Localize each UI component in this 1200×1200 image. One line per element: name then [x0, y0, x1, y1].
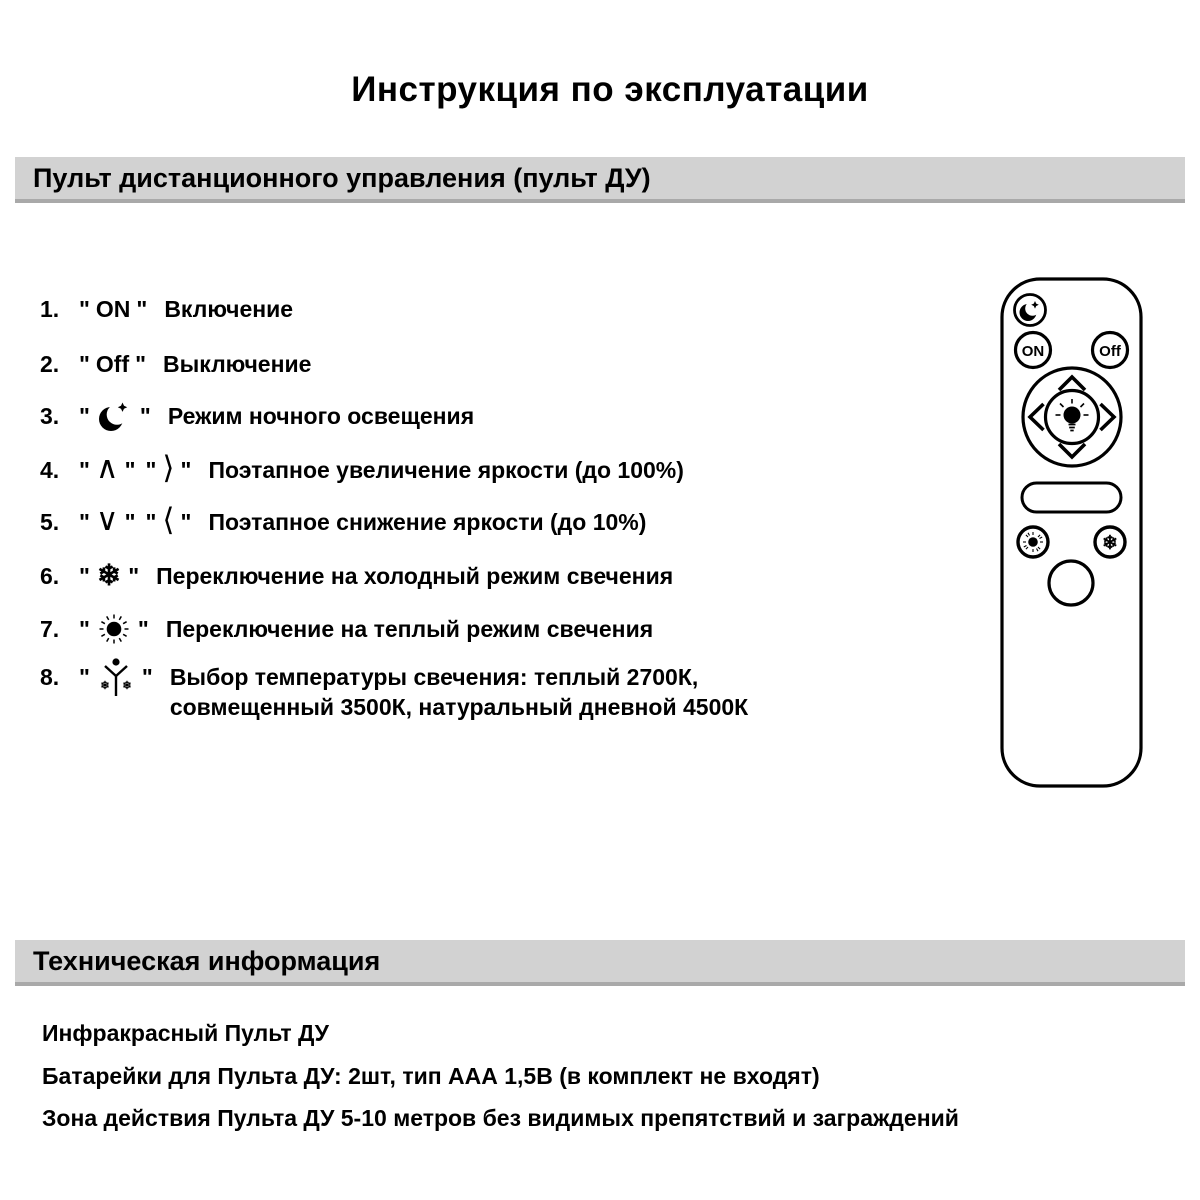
tech-line-3: Зона действия Пульта ДУ 5-10 метров без видимых препятствий и заграждений: [42, 1105, 959, 1131]
item-number: 2.: [40, 350, 60, 377]
off-button-label: Off: [1099, 343, 1121, 360]
quote-mark: ": [79, 402, 90, 429]
left-chevron-symbol: ⟨: [162, 502, 175, 537]
quote-mark: ": [141, 664, 153, 690]
quote-mark: ": [79, 615, 90, 642]
item-text: Выключение: [163, 350, 312, 377]
page-title: Инструкция по эксплуатации: [351, 70, 869, 109]
cold-mode-icon: ❄: [96, 559, 122, 592]
quote-mark: ": [79, 456, 90, 483]
instruction-item-4: [40, 448, 684, 492]
section-header-tech: [15, 940, 1185, 986]
quote-mark: ": [124, 508, 136, 535]
instruction-item-2: [40, 342, 311, 386]
svg-text:❄: ❄: [122, 680, 132, 692]
item-number: 5.: [40, 508, 60, 535]
instruction-item-3: [40, 394, 474, 438]
quote-mark: ": [137, 615, 149, 642]
quote-mark: ": [135, 350, 147, 377]
item-number: 6.: [40, 562, 60, 589]
on-button-label: ON: [1021, 343, 1045, 360]
item-text: Поэтапное увеличение яркости (до 100%): [208, 456, 684, 483]
instruction-item-7: [40, 607, 653, 651]
item-number: 4.: [40, 456, 60, 483]
right-chevron-symbol: ⟩: [162, 450, 175, 485]
quote-mark: ": [136, 295, 148, 322]
quote-mark: ": [124, 456, 136, 483]
quote-mark: ": [79, 664, 90, 690]
quote-mark: ": [79, 508, 90, 535]
button-name-symbol: ON: [95, 295, 131, 322]
quote-mark: ": [145, 508, 157, 535]
svg-text:❄: ❄: [100, 680, 110, 692]
button-name-symbol: Off: [95, 350, 130, 377]
item-text: Включение: [164, 295, 294, 322]
quote-mark: ": [139, 402, 151, 429]
quote-mark: ": [79, 295, 90, 322]
item-number: 1.: [40, 295, 60, 322]
snowflake-icon: ❄: [1102, 533, 1118, 554]
warm-mode-icon: [97, 612, 131, 646]
instruction-item-1: [40, 287, 293, 331]
night-mode-icon: [97, 400, 133, 433]
item-text: Переключение на теплый режим свечения: [165, 615, 654, 642]
instruction-item-8: [40, 662, 748, 722]
item-number: 8.: [40, 664, 60, 690]
up-chevron-symbol: ∧: [95, 450, 119, 485]
tech-line-1: Инфракрасный Пульт ДУ: [42, 1020, 329, 1046]
temp-select-icon: [97, 656, 135, 698]
item-number: 7.: [40, 615, 60, 642]
section-header-remote: [15, 157, 1185, 203]
quote-mark: ": [128, 562, 140, 589]
instruction-item-5: [40, 500, 646, 544]
remote-drawing: [1000, 277, 1143, 788]
item-text: Поэтапное снижение яркости (до 10%): [208, 508, 647, 535]
section-header-tech-label: Техническая информация: [33, 945, 381, 976]
instruction-item-6: [40, 554, 673, 598]
quote-mark: ": [180, 508, 192, 535]
down-chevron-symbol: ∨: [95, 502, 119, 537]
section-header-remote-label: Пульт дистанционного управления (пульт ДУ): [33, 162, 651, 193]
quote-mark: ": [79, 562, 90, 589]
item-text: Выбор температуры свечения: теплый 2700К, совмещенный 3500К, натуральный дневной 4500К: [169, 664, 749, 720]
quote-mark: ": [79, 350, 90, 377]
item-number: 3.: [40, 402, 60, 429]
quote-mark: ": [145, 456, 157, 483]
remote-illustration: [1000, 277, 1143, 788]
quote-mark: ": [180, 456, 192, 483]
tech-line-2: Батарейки для Пульта ДУ: 2шт, тип ААА 1,5В (в комплект не входят): [42, 1063, 820, 1089]
item-text: Режим ночного освещения: [167, 402, 475, 429]
item-text: Переключение на холодный режим свечения: [156, 562, 674, 589]
